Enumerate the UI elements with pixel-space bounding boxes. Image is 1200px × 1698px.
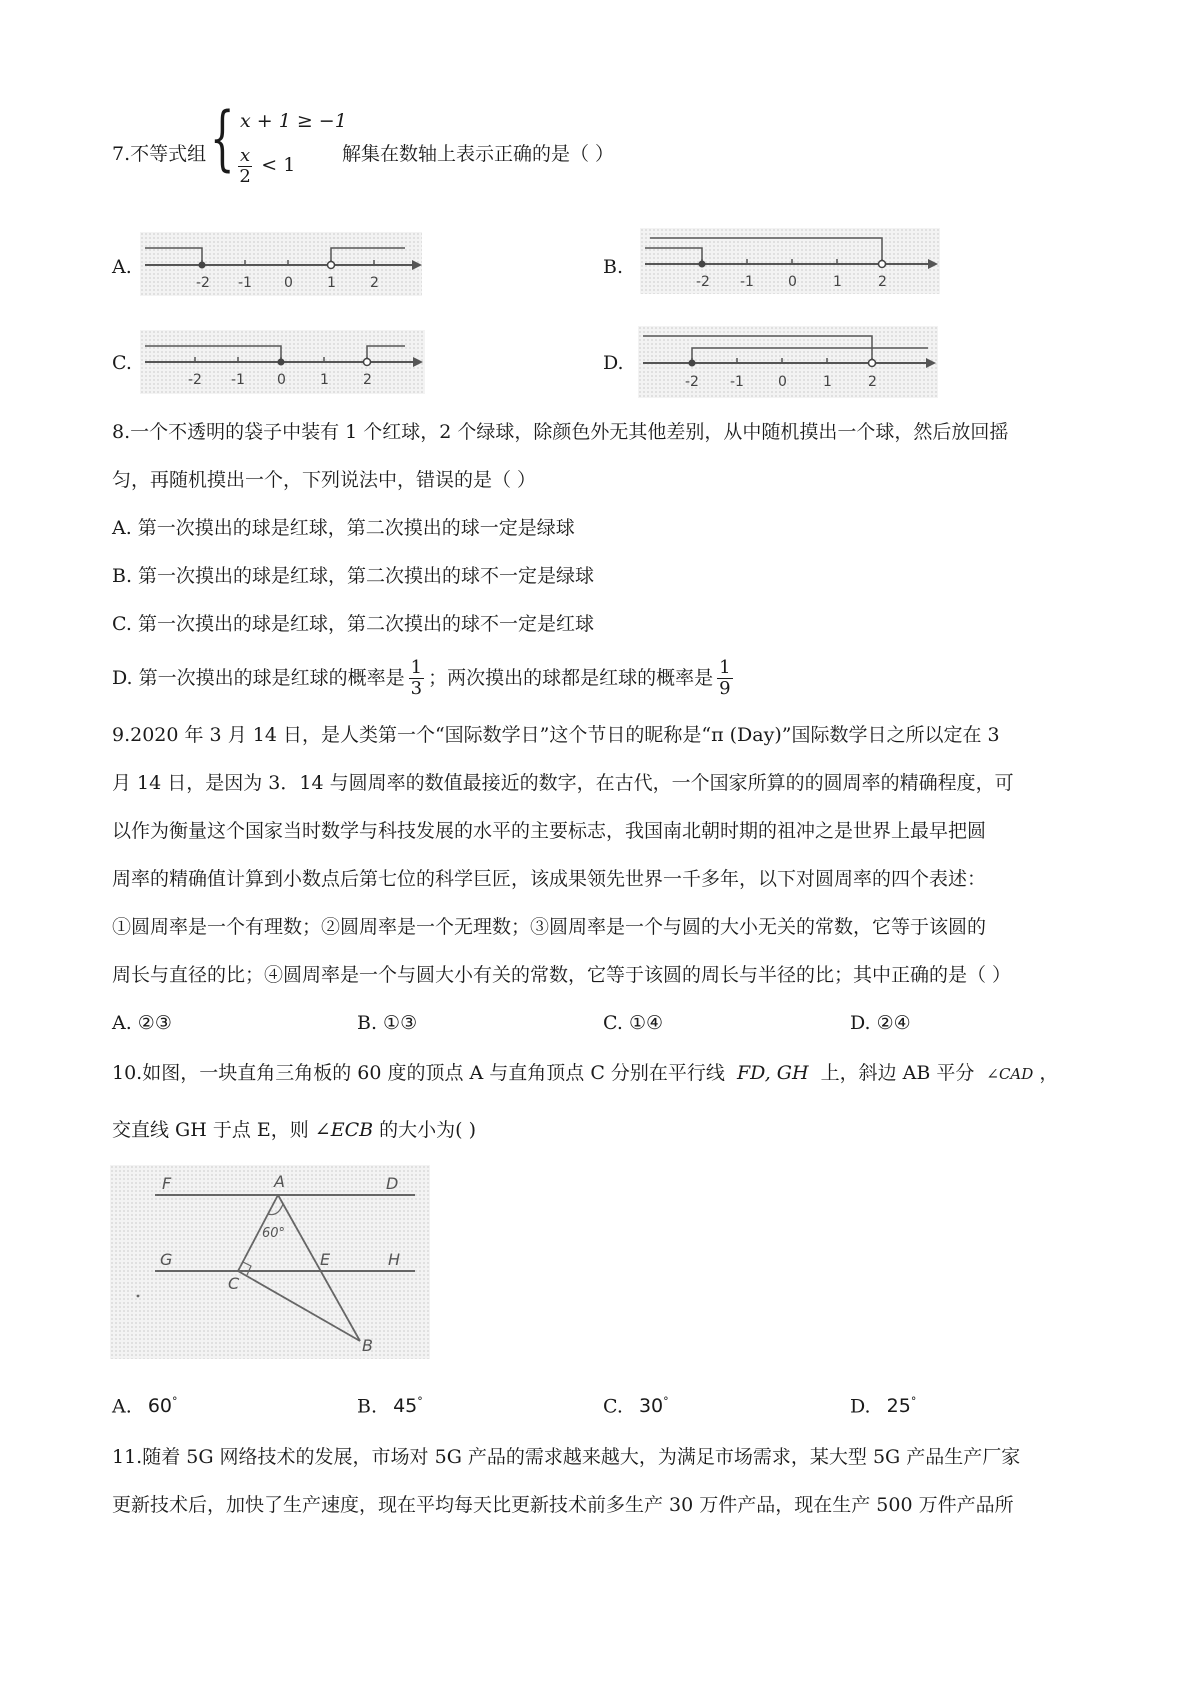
tick-label: 1 <box>320 372 329 388</box>
q11-line-1: 11.随着 5G 网络技术的发展，市场对 5G 产品的需求越来越大，为满足市场需求，某大型 5G 产品生产厂家 <box>112 1446 1021 1468</box>
q9-option-d: D. ②④ <box>850 1012 911 1034</box>
q10-option-c-value: 30 <box>638 1395 664 1418</box>
q7-prefix: 7.不等式组 <box>112 143 207 165</box>
q8-line-2: 匀，再随机摸出一个，下列说法中，错误的是（ ） <box>112 469 537 491</box>
q7-inequality-1: x + 1 ≥ −1 <box>240 110 347 132</box>
q7-option-a-numberline <box>140 232 422 296</box>
q11-line-2: 更新技术后，加快了生产速度，现在平均每天比更新技术前多生产 30 万件产品，现在生产 500 万件产品所 <box>112 1494 1014 1516</box>
q9-option-c: C. ①④ <box>603 1012 664 1034</box>
number-line-b-svg <box>640 228 940 294</box>
q8-option-d <box>112 652 733 704</box>
q8-fraction-1-3 <box>409 658 424 699</box>
q10-angle-cad: ∠CAD <box>986 1065 1034 1083</box>
q10-option-b-label: B. <box>357 1395 378 1418</box>
q10-line-1-text-c: 上，斜边 AB 平分 <box>820 1062 975 1084</box>
q10-option-d-value: 25 <box>886 1395 911 1418</box>
label-h: H <box>388 1250 401 1269</box>
tick-label: -2 <box>188 372 202 388</box>
degree-symbol: ° <box>910 1395 917 1408</box>
q9-line-5: ①圆周率是一个有理数；②圆周率是一个无理数；③圆周率是一个与圆的大小无关的常数，它等于该圆的 <box>112 916 987 938</box>
fraction-den: 9 <box>719 677 731 699</box>
label-a: A <box>274 1172 285 1191</box>
q10-option-a-value: 60 <box>147 1395 172 1418</box>
q10-option-c <box>603 1396 669 1416</box>
tick-label: 0 <box>284 275 293 291</box>
tick-label: -1 <box>730 374 744 390</box>
tick-label: 1 <box>327 275 336 291</box>
q7-option-c-label: C. <box>112 352 132 374</box>
fraction-num: 1 <box>719 656 731 678</box>
q9-line-6: 周长与直径的比；④圆周率是一个与圆大小有关的常数，它等于该圆的周长与半径的比；其中正确的是（ ） <box>112 964 1012 986</box>
fraction-num: 1 <box>410 656 423 678</box>
q10-line-1 <box>112 1064 1058 1083</box>
q7-ineq2-rest: < 1 <box>261 153 296 176</box>
q10-option-b <box>357 1396 423 1416</box>
tick-label: 2 <box>868 374 877 390</box>
number-line-c-svg <box>140 330 425 394</box>
label-f: F <box>162 1174 172 1193</box>
q9-option-a: A. ②③ <box>112 1012 172 1034</box>
q7-fraction-den: 2 <box>239 165 251 187</box>
tick-label: -2 <box>696 274 710 290</box>
label-d: D <box>386 1174 399 1193</box>
q10-figure <box>110 1165 430 1359</box>
q9-line-3: 以作为衡量这个国家当时数学与科技发展的水平的主要标志，我国南北朝时期的祖冲之是世界上最早把圆 <box>112 820 987 842</box>
tick-label: 0 <box>788 274 797 290</box>
label-b: B <box>362 1336 373 1355</box>
number-line-a-svg <box>140 232 422 296</box>
q7-inequality-2 <box>238 146 295 187</box>
degree-symbol: ° <box>172 1395 178 1408</box>
q7-brace: { <box>210 97 235 179</box>
q8-option-d-text-2: ；两次摸出的球都是红球的概率是 <box>428 666 714 689</box>
tick-label: 2 <box>363 372 372 388</box>
label-angle-60: 60° <box>262 1226 286 1241</box>
tick-label: 0 <box>778 374 787 390</box>
q10-line-2-text-a: 交直线 GH 于点 E，则 <box>112 1119 309 1141</box>
q8-option-d-text-1: D. 第一次摸出的球是红球的概率是 <box>112 666 405 689</box>
degree-symbol: ° <box>663 1395 669 1408</box>
q10-option-d-label: D. <box>850 1395 871 1418</box>
q8-option-a: A. 第一次摸出的球是红球，第二次摸出的球一定是绿球 <box>112 517 575 539</box>
number-line-d-svg <box>638 326 938 398</box>
q7-option-c-numberline <box>140 330 425 394</box>
q9-line-1: 9.2020 年 3 月 14 日，是人类第一个“国际数学日”这个节日的昵称是“π (Day)”国际数学日之所以定在 3 <box>112 724 1000 746</box>
q7-suffix: 解集在数轴上表示正确的是（ ） <box>342 143 615 165</box>
q7-option-d-numberline <box>638 326 938 398</box>
q8-option-c: C. 第一次摸出的球是红球，第二次摸出的球不一定是红球 <box>112 613 594 635</box>
tick-label: 1 <box>833 274 842 290</box>
tick-label: 0 <box>277 372 286 388</box>
fraction-den: 3 <box>410 677 423 699</box>
label-g: G <box>160 1250 173 1269</box>
tick-label: 2 <box>878 274 887 290</box>
tick-label: -1 <box>231 372 245 388</box>
q8-option-b: B. 第一次摸出的球是红球，第二次摸出的球不一定是绿球 <box>112 565 595 587</box>
q10-figure-svg <box>110 1165 430 1359</box>
label-e: E <box>320 1250 331 1269</box>
q7-fraction-num: x <box>240 145 251 166</box>
q7-option-a-label: A. <box>112 256 132 278</box>
tick-label: -2 <box>685 374 699 390</box>
q7-option-d-label: D. <box>603 352 624 374</box>
degree-symbol: ° <box>417 1395 423 1408</box>
tick-label: 2 <box>370 275 379 291</box>
q8-line-1: 8.一个不透明的袋子中装有 1 个红球，2 个绿球，除颜色外无其他差别，从中随机摸出一个球，然后放回摇 <box>112 421 1009 443</box>
q7-option-b-numberline <box>640 228 940 294</box>
q10-line-1-text-a: 10.如图，一块直角三角板的 60 度的顶点 A 与直角顶点 C 分别在平行线 <box>112 1062 725 1084</box>
q10-option-a-label: A. <box>112 1395 132 1418</box>
tick-label: -2 <box>196 275 210 291</box>
q10-option-c-label: C. <box>603 1395 623 1418</box>
label-c: C <box>228 1274 240 1293</box>
q10-line-2-text-c: 的大小为( ) <box>379 1119 477 1141</box>
q10-option-b-value: 45 <box>393 1395 418 1418</box>
tick-label: 1 <box>823 374 832 390</box>
q10-line-2 <box>112 1121 476 1140</box>
q10-option-d <box>850 1396 916 1416</box>
q10-parallel-lines: FD, GH <box>736 1062 809 1084</box>
q7-fraction <box>238 146 252 187</box>
q9-option-b: B. ①③ <box>357 1012 418 1034</box>
tick-label: -1 <box>238 275 252 291</box>
q7-option-b-label: B. <box>603 256 624 278</box>
q10-option-a <box>112 1396 178 1416</box>
tick-label: -1 <box>740 274 754 290</box>
q9-line-4: 周率的精确值计算到小数点后第七位的科学巨匠，该成果领先世界一千多年，以下对圆周率的四个表述： <box>112 868 987 890</box>
q10-line-1-text-e: ， <box>1039 1062 1059 1084</box>
q9-line-2: 月 14 日，是因为 3．14 与圆周率的数值最接近的数字，在古代，一个国家所算的的圆周率的精确程度，可 <box>112 772 1014 794</box>
q10-angle-ecb: ∠ECB <box>314 1119 374 1141</box>
q8-fraction-1-9 <box>717 658 732 699</box>
